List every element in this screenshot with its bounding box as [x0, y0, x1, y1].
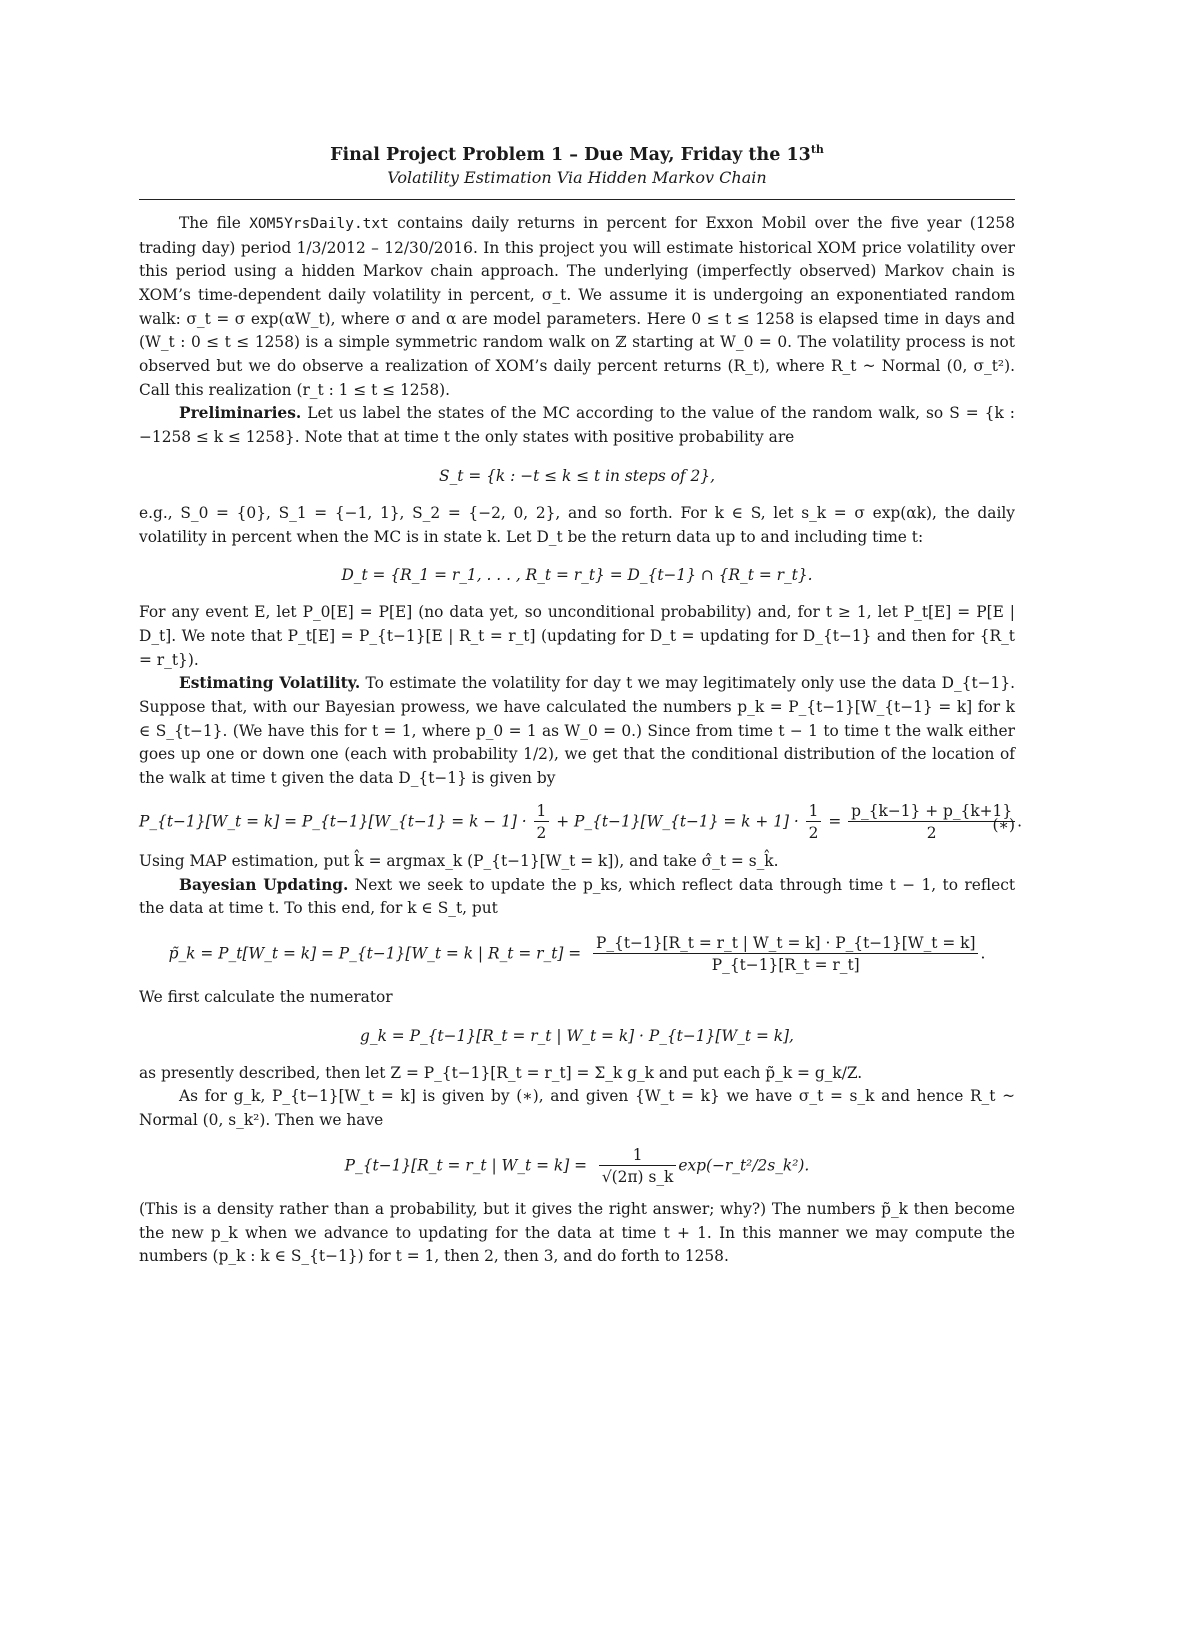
half-fraction: [534, 801, 550, 844]
equation-star-lhs: P_{t−1}[W_t = k] = P_{t−1}[W_{t−1} = k − 1] ·: [139, 812, 532, 831]
map-estimation-paragraph: Using MAP estimation, put k̂ = argmax_k (P_{t−1}[W_t = k]), and take σ̂_t = s_k̂.: [139, 851, 779, 870]
equation-update: p̃_k = P_t[W_t = k] = P_{t−1}[W_t = k | R_t = r_t] = $\frac{P\_\{t-1\}[R\_t = r\_t | W\_t = k] \cdot P\_\{t-1\}[W\_t = k]}{P\_\{t-1\}[R\_t = r\_t]}$ .: [168, 934, 986, 974]
estimating-heading: Estimating Volatility.: [179, 674, 361, 693]
equation-states: [139, 464, 1015, 488]
equation-data-text: D_t = {R_1 = r_1, . . . , R_t = r_t} = D_{t−1} ∩ {R_t = r_t}.: [341, 566, 813, 585]
equation-g: [139, 1024, 1015, 1048]
half-fraction-2: [806, 801, 822, 844]
equation-data: [139, 563, 1015, 587]
numerator-intro: We first calculate the numerator: [139, 988, 393, 1006]
half-fraction-num: 1: [536, 801, 547, 820]
updating-paragraph: [139, 874, 1015, 921]
density-fraction: [599, 1145, 677, 1188]
intro-paragraph: [139, 212, 1015, 403]
title-rule: [139, 199, 1015, 200]
equation-density: [139, 1145, 1015, 1188]
estimating-text: To estimate the volatility for day t we may legitimately only use the data D_{t−1}. Suppose that, with our Bayesian prowess, we have calculated the numbers p_k = P_{t−1}[W_{t−1} = k] for k ∈ S_{t−1}. (We have this for t = 1, where p_0 = 1 as W_0 = 0.) Since from time t − 1 to time t the walk either goes up one or down one (each with probability 1/2), we get that the conditional distribution of the location of the walk at time t given the data D_{t−1} is given by: [139, 674, 1015, 788]
normalization-paragraph: as presently described, then let Z = P_{t−1}[R_t = r_t] = Σ_k g_k and put each p̃_k = g_k/Z.: [139, 1063, 863, 1082]
p-average-num: p_{k−1} + p_{k+1}: [851, 801, 1013, 820]
half-fraction-2-num: 1: [808, 801, 819, 820]
closing-paragraph: (This is a density rather than a probability, but it gives the right answer; why?) The numbers p̃_k then become the new p_k when we advance to updating for the data at time t + 1. In this manner we may compute the numbers (p_k : k ∈ S_{t−1}) for t = 1, then 2, then 3, and do forth to 1258.: [139, 1199, 1015, 1266]
half-fraction-2-den: 2: [806, 821, 822, 844]
equation-star-mid: + P_{t−1}[W_{t−1} = k + 1] ·: [551, 812, 804, 831]
filename: XOM5YrsDaily.txt: [249, 215, 389, 232]
preliminaries-text: Let us label the states of the MC according to the value of the random walk, so S = {k : −1258 ≤ k ≤ 1258}. Note that at time t the only states with positive probability are: [139, 404, 1015, 447]
equation-g-text: g_k = P_{t−1}[R_t = r_t | W_t = k] · P_{t−1}[W_t = k],: [360, 1026, 794, 1045]
p-average-fraction: [848, 801, 1015, 844]
document-title: [139, 138, 1015, 167]
preliminaries-paragraph: [139, 402, 1015, 449]
intro-text-rest: contains daily returns in percent for Exxon Mobil over the five year (1258 trading day) period 1/3/2012 – 12/30/2016. In this project you will estimate historical XOM price volatility over this period using a hidden Markov chain approach. The underlying (imperfectly observed) Markov chain is XOM’s time-dependent daily volatility in percent, σ_t. We assume it is undergoing an exponentiated random walk: σ_t = σ exp(αW_t), where σ and α are model parameters. Here 0 ≤ t ≤ 1258 is elapsed time in days and (W_t : 0 ≤ t ≤ 1258) is a simple symmetric random walk on ℤ starting at W_0 = 0. The volatility process is not observed but we do observe a realization of XOM’s daily percent returns (R_t), where R_t ~ Normal (0, σ_t²). Call this realization (r_t : 1 ≤ t ≤ 1258).: [139, 213, 1015, 399]
updating-heading: Bayesian Updating.: [179, 875, 349, 894]
equation-update-lhs: p̃_k = P_t[W_t = k] = P_{t−1}[W_t = k | R_t = r_t] =: [168, 944, 587, 963]
equation-density-lhs: P_{t−1}[R_t = r_t | W_t = k] =: [344, 1156, 592, 1175]
update-fraction-den: P_{t−1}[R_t = r_t]: [593, 953, 978, 976]
estimating-paragraph: [139, 672, 1015, 791]
equation-states-text: S_t = {k : −t ≤ k ≤ t in steps of 2},: [439, 466, 715, 485]
equation-density-rhs: exp(−r_t²/2s_k²).: [678, 1156, 810, 1175]
density-fraction-num: 1: [632, 1145, 643, 1164]
title-superscript: th: [810, 143, 824, 156]
p-average-den: 2: [848, 821, 1015, 844]
update-fraction-num: P_{t−1}[R_t = r_t | W_t = k] · P_{t−1}[W_t = k]: [595, 934, 976, 952]
density-fraction-den: √(2π) s_k: [599, 1165, 677, 1188]
intro-text-start: The file: [179, 213, 250, 232]
events-paragraph: For any event E, let P_0[E] = P[E] (no data yet, so unconditional probability) and, for t ≥ 1, let P_t[E] = P[E | D_t]. We note that P_t[E] = P_{t−1}[E | R_t = r_t] (updating for D_t = updating for D_{t−1} and then for {R_t = r_t}).: [139, 603, 1015, 669]
equation-tag-star: (∗): [992, 815, 1015, 834]
title-text: Final Project Problem 1 – Due May, Friday the 13: [330, 144, 811, 165]
update-fraction: [593, 933, 978, 976]
document-page: [139, 138, 1023, 1269]
title-block: [139, 138, 1015, 189]
states-paragraph: e.g., S_0 = {0}, S_1 = {−1, 1}, S_2 = {−2, 0, 2}, and so forth. For k ∈ S, let s_k = σ exp(αk), the daily volatility in percent when the MC is in state k. Let D_t be the return data up to and including time t:: [139, 503, 1015, 546]
updating-text: Next we seek to update the p_ks, which reflect data through time t − 1, to reflect the data at time t. To this end, for k ∈ S_t, put: [139, 875, 1015, 918]
half-fraction-den: 2: [534, 821, 550, 844]
document-subtitle: Volatility Estimation Via Hidden Markov Chain: [387, 167, 767, 187]
gk-paragraph: As for g_k, P_{t−1}[W_t = k] is given by (∗), and given {W_t = k} we have σ_t = s_k and hence R_t ~ Normal (0, s_k²). Then we have: [139, 1087, 1015, 1130]
equation-star: P_{t−1}[W_t = k] = P_{t−1}[W_{t−1} = k − 1] · $\frac{1}{2}$ + P_{t−1}[W_{t−1} = k + 1] · $\frac{1}{2}$ = $\frac{p\_\{k-1\} + p\_\{k+1\}}{2}$ . (∗): [139, 801, 1023, 842]
preliminaries-heading: Preliminaries.: [179, 404, 302, 423]
